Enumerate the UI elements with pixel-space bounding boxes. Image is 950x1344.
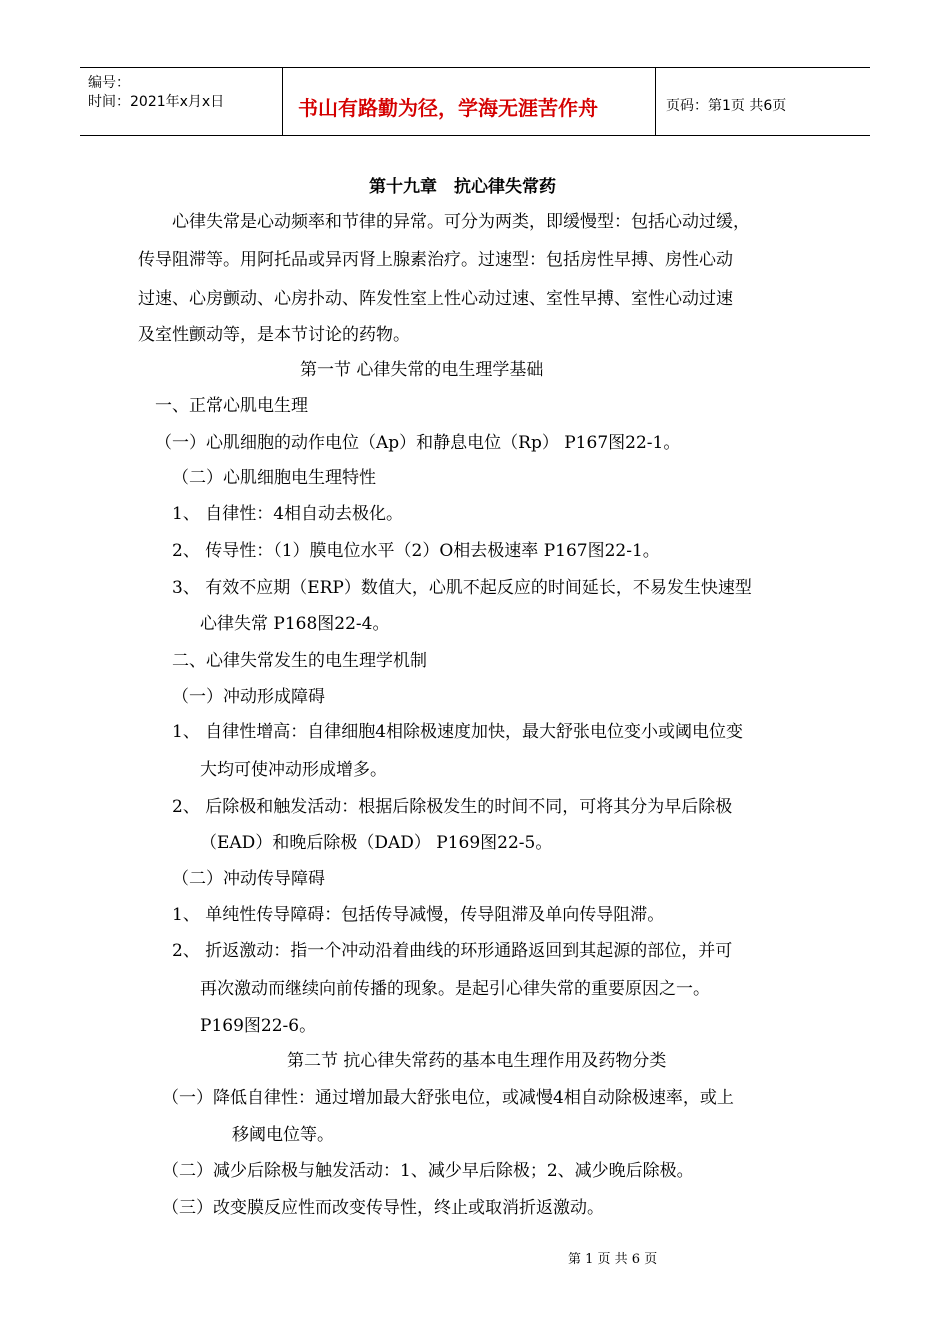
s1-heading-2: 二、心律失常发生的电生理学机制 <box>172 651 427 671</box>
s1-h2-a-item-2-cont: （EAD）和晚后除极（DAD） P169图22-5。 <box>200 833 553 853</box>
s2-item-2: （二）减少后除极与触发活动：1、减少早后除极；2、减少晚后除极。 <box>162 1161 694 1181</box>
intro-line-2: 传导阻滞等。用阿托品或异丙肾上腺素治疗。过速型：包括房性早搏、房性心动 <box>138 250 733 270</box>
s1-item-1: （一）心肌细胞的动作电位（Ap）和静息电位（Rp） P167图22-1。 <box>155 433 681 453</box>
header-motto: 书山有路勤为径，学海无涯苦作舟 <box>298 96 598 120</box>
s1-2-item-3: 3、 有效不应期（ERP）数值大，心肌不起反应的时间延长，不易发生快速型 <box>172 578 752 598</box>
s2-item-1-cont: 移阈电位等。 <box>232 1125 334 1145</box>
section1-title: 第一节 心律失常的电生理学基础 <box>300 360 544 380</box>
s2-item-1: （一）降低自律性：通过增加最大舒张电位，或减慢4相自动除极速率，或上 <box>162 1088 734 1108</box>
s1-h2-sub-b: （二）冲动传导障碍 <box>172 869 325 889</box>
header-top-rule <box>80 67 870 68</box>
s1-2-item-3-cont: 心律失常 P168图22-4。 <box>200 614 390 634</box>
header-serial: 编号： <box>88 75 130 91</box>
intro-line-4: 及室性颤动等，是本节讨论的药物。 <box>138 325 410 345</box>
s1-heading-1: 一、正常心肌电生理 <box>155 396 308 416</box>
intro-line-1: 心律失常是心动频率和节律的异常。可分为两类，即缓慢型：包括心动过缓， <box>172 212 750 232</box>
chapter-title: 第十九章 抗心律失常药 <box>369 177 556 197</box>
s1-h2-b-item-2: 2、 折返激动：指一个冲动沿着曲线的环形通路返回到其起源的部位，并可 <box>172 941 733 961</box>
s1-h2-b-item-2-cont: 再次激动而继续向前传播的现象。是起引心律失常的重要原因之一。 <box>200 979 710 999</box>
s1-h2-a-item-2: 2、 后除极和触发活动：根据后除极发生的时间不同，可将其分为早后除极 <box>172 797 733 817</box>
section2-title: 第二节 抗心律失常药的基本电生理作用及药物分类 <box>287 1051 667 1071</box>
s1-2-item-1: 1、 自律性：4相自动去极化。 <box>172 504 404 524</box>
s1-h2-a-item-1: 1、 自律性增高：自律细胞4相除极速度加快，最大舒张电位变小或阈电位变 <box>172 722 744 742</box>
s1-h2-b-item-1: 1、 单纯性传导障碍：包括传导减慢，传导阻滞及单向传导阻滞。 <box>172 905 665 925</box>
s1-h2-a-item-1-cont: 大均可使冲动形成增多。 <box>200 760 387 780</box>
header-time: 时间：2021年x月x日 <box>88 94 225 110</box>
footer-page-number: 第 1 页 共 6 页 <box>568 1252 658 1267</box>
header-divider-left <box>282 67 283 135</box>
s1-h2-b-item-2-ref: P169图22-6。 <box>200 1016 317 1036</box>
header-bottom-rule <box>80 135 870 136</box>
header-page-label: 页码：第1页 共6页 <box>666 98 787 114</box>
s1-h2-sub-a: （一）冲动形成障碍 <box>172 687 325 707</box>
s2-item-3: （三）改变膜反应性而改变传导性，终止或取消折返激动。 <box>162 1198 604 1218</box>
s1-2-item-2: 2、 传导性：（1）膜电位水平（2）O相去极速率 P167图22-1。 <box>172 541 660 561</box>
s1-item-2: （二）心肌细胞电生理特性 <box>172 468 376 488</box>
header-divider-right <box>655 67 656 135</box>
intro-line-3: 过速、心房颤动、心房扑动、阵发性室上性心动过速、室性早搏、室性心动过速 <box>138 289 733 309</box>
